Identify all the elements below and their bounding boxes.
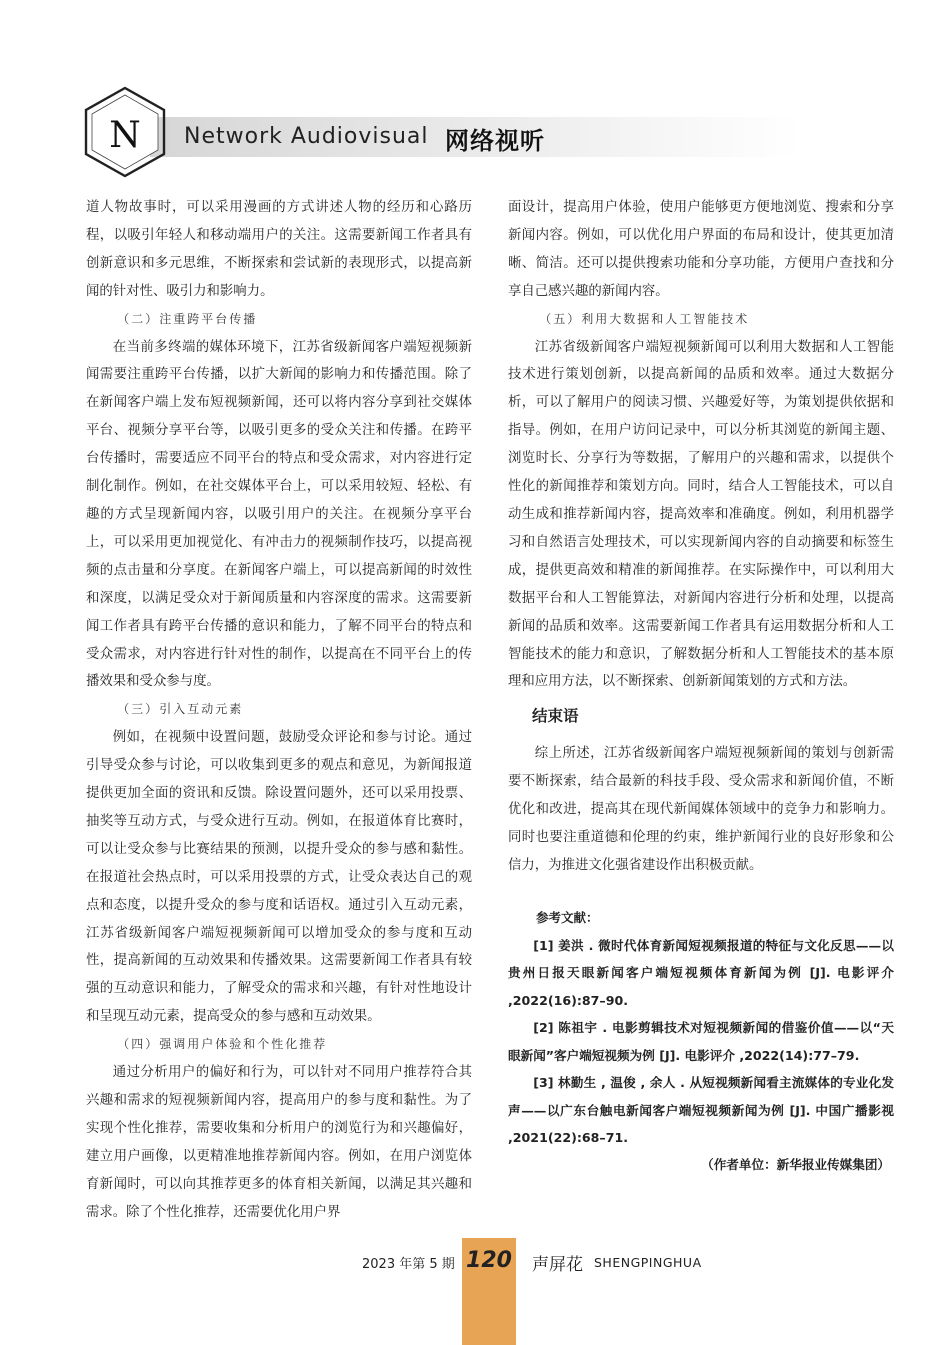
body-paragraph: 道人物故事时，可以采用漫画的方式讲述人物的经历和心路历程，以吸引年轻人和移动端用户的关注。这需要新闻工作者具有创新意识和多元思维，不断探索和尝试新的表现形式，以提高新闻的针对性、吸引力和影响力。	[86, 200, 472, 299]
magazine-name-en: SHENGPINGHUA	[594, 1255, 702, 1270]
references-title: 参考文献：	[536, 909, 599, 925]
body-paragraph: 江苏省级新闻客户端短视频新闻可以利用大数据和人工智能技术进行策划创新，以提高新闻的品质和效率。通过大数据分析，可以了解用户的阅读习惯、兴趣爱好等，为策划提供依据和指导。例如，在用户访问记录中，可以分析其浏览的新闻主题、浏览时长、分享行为等数据，了解用户的兴趣和需求，以提供个性化的新闻推荐和策划方向。同时，结合人工智能技术，可以自动生成和推荐新闻内容，提高效率和准确度。例如，利用机器学习和自然语言处理技术，可以实现新闻内容的自动摘要和标签生成，提供更高效和精准的新闻推荐。在实际操作中，可以利用大数据平台和人工智能算法，对新闻内容进行分析和处理，以提高新闻的品质和效率。这需要新闻工作者具有运用数据分析和人工智能技术的能力和意识，了解数据分析和人工智能技术的基本原理和应用方法，以不断探索、创新新闻策划的方式和方法。	[508, 339, 894, 690]
section-title-cn: 网络视听	[445, 127, 545, 155]
subsection-heading: （五）利用大数据和人工智能技术	[539, 311, 750, 326]
right-column-body	[508, 194, 894, 880]
reference-item: [1] 姜洪 . 微时代体育新闻短视频报道的特征与文化反思——以贵州日报天眼新闻客户端短视频体育新闻为例 [J]. 电影评介 ,2022(16):87–90.	[508, 937, 894, 1008]
body-paragraph: 面设计，提高用户体验，使用户能够更方便地浏览、搜索和分享新闻内容。例如，可以优化用户界面的布局和设计，使其更加清晰、简洁。还可以提供搜索功能和分享功能，方便用户查找和分享自己感兴趣的新闻内容。	[508, 200, 894, 299]
right-column	[508, 194, 894, 1178]
page-number: 120	[466, 1248, 512, 1273]
hexagon-logo	[82, 85, 168, 179]
subsection-heading: （四）强调用户体验和个性化推荐	[117, 1037, 328, 1052]
subsection-heading: （二）注重跨平台传播	[117, 311, 258, 326]
body-paragraph: 通过分析用户的偏好和行为，可以针对不同用户推荐符合其兴趣和需求的短视频新闻内容，提高用户的参与度和黏性。为了实现个性化推荐，需要收集和分析用户的浏览行为和兴趣偏好，建立用户画像，以更精准地推荐新闻内容。例如，在用户浏览体育新闻时，可以向其推荐更多的体育相关新闻，以满足其兴趣和需求。除了个性化推荐，还需要优化用户界	[86, 1065, 472, 1220]
section-title-en: Network Audiovisual	[184, 124, 429, 149]
body-paragraph: 例如，在视频中设置问题，鼓励受众评论和参与讨论。通过引导受众参与讨论，可以收集到更多的观点和意见，为新闻报道提供更加全面的资讯和反馈。除设置问题外，还可以采用投票、抽奖等互动方式，与受众进行互动。例如，在报道体育比赛时，可以让受众参与比赛结果的预测，以提升受众的参与感和黏性。在报道社会热点时，可以采用投票的方式，让受众表达自己的观点和态度，以提升受众的参与度和话语权。通过引入互动元素，江苏省级新闻客户端短视频新闻可以增加受众的参与度和互动性，提高新闻的互动效果和传播效果。这需要新闻工作者具有较强的互动意识和能力，了解受众的需求和兴趣，有针对性地设计和呈现互动元素，提高受众的参与感和互动效果。	[86, 730, 472, 1025]
left-column	[86, 194, 472, 1227]
author-unit: （作者单位：新华报业传媒集团）	[701, 1156, 890, 1172]
body-paragraph: 综上所述，江苏省级新闻客户端短视频新闻的策划与创新需要不断探索，结合最新的科技手段、受众需求和新闻价值，不断优化和改进，提高其在现代新闻媒体领域中的竞争力和影响力。同时也要注重道德和伦理的约束，维护新闻行业的良好形象和公信力，为推进文化强省建设作出积极贡献。	[508, 746, 894, 873]
subsection-heading: （三）引入互动元素	[117, 702, 244, 717]
section-heading: 结束语	[532, 707, 579, 726]
logo-letter: N	[109, 115, 141, 156]
body-paragraph: 在当前多终端的媒体环境下，江苏省级新闻客户端短视频新闻需要注重跨平台传播，以扩大新闻的影响力和传播范围。除了在新闻客户端上发布短视频新闻，还可以将内容分享到社交媒体平台、视频分享平台等，以吸引更多的受众关注和传播。在跨平台传播时，需要适应不同平台的特点和受众需求，对内容进行定制化制作。例如，在社交媒体平台上，可以采用较短、轻松、有趣的方式呈现新闻内容，以吸引用户的关注。在视频分享平台上，可以采用更加视觉化、有冲击力的视频制作技巧，以提高视频的点击量和分享度。在新闻客户端上，可以提高新闻的时效性和深度，以满足受众对于新闻质量和内容深度的需求。这需要新闻工作者具有跨平台传播的意识和能力，了解不同平台的特点和受众需求，对内容进行针对性的制作，以提高在不同平台上的传播效果和受众参与度。	[86, 339, 472, 690]
reference-item: [2] 陈祖宇 . 电影剪辑技术对短视频新闻的借鉴价值——以“天眼新闻”客户端短视频为例 [J]. 电影评介 ,2022(14):77–79.	[508, 1020, 894, 1063]
reference-item: [3] 林勤生 , 温俊 , 余人 . 从短视频新闻看主流媒体的专业化发声——以广东台触电新闻客户端短视频新闻为例 [J]. 中国广播影视 ,2021(22):68–71.	[508, 1075, 894, 1146]
magazine-name: 声屏花	[532, 1255, 583, 1275]
footer-issue: 2023 年第 5 期	[362, 1257, 455, 1272]
